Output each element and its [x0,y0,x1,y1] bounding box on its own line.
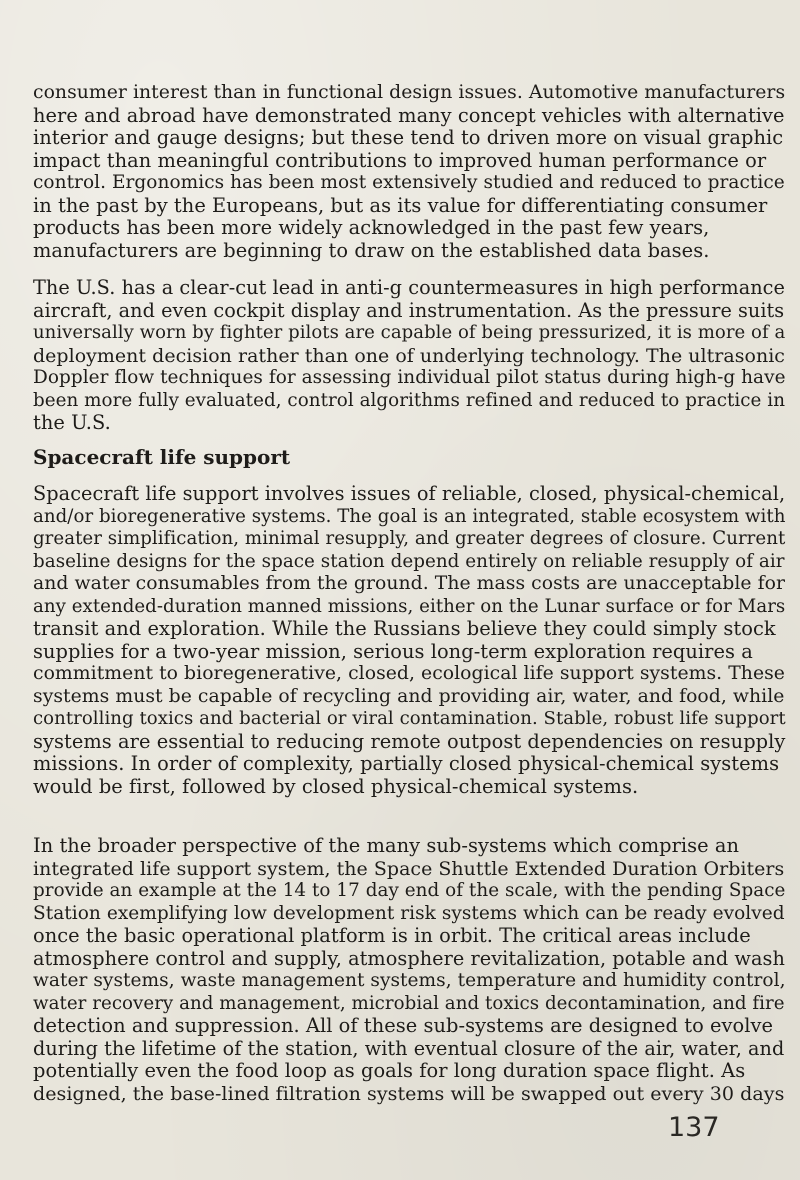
text-line: aircraft, and even cockpit display and instrumentation. As the pressure suits [33,298,785,322]
text-line: deployment decision rather than one of underlying technology. The ultrasonic [33,344,785,367]
text-line: consumer interest than in functional design issues. Automotive manufacturers [33,82,786,103]
text-line: would be first, followed by closed physical-chemical systems. [33,774,639,798]
text-line: been more fully evaluated, control algorithms refined and reduced to practice in [33,389,786,411]
text-line: and water consumables from the ground. The mass costs are unacceptable for [33,573,785,594]
text-line: water systems, waste management systems, temperature and humidity control, [33,970,786,991]
text-line: baseline designs for the space station depend entirely on reliable resupply of air [33,550,785,572]
text-line: Station exemplifying low development risk systems which can be ready evolved [33,902,785,924]
text-line: control. Ergonomics has been most extensively studied and reduced to practice [33,172,785,193]
text-line: controlling toxics and bacterial or viral contamination. Stable, robust life support [33,708,786,729]
paragraph-automotive-ergonomics [33,82,786,262]
text-line: integrated life support system, the Space Shuttle Extended Duration Orbiters [33,857,785,880]
text-line: during the lifetime of the station, with eventual closure of the air, water, and [33,1036,785,1060]
text-line: impact than meaningful contributions to improved human performance or [33,148,767,172]
text-line: transit and exploration. While the Russians believe they could simply stock [33,617,776,640]
text-line: water recovery and management, microbial and toxics decontamination, and fire [33,992,785,1014]
paragraph-subsystems [33,834,786,1105]
text-line: Spacecraft life support involves issues of reliable, closed, physical-chemical, [33,482,786,505]
text-line: and/or bioregenerative systems. The goal is an integrated, stable ecosystem with [33,505,786,527]
text-line: products has been more widely acknowledged in the past few years, [33,216,710,239]
text-line: systems must be capable of recycling and providing air, water, and food, while [33,685,785,707]
text-line: universally worn by fighter pilots are capable of being pressurized, it is more of a [33,322,786,343]
paragraph-life-support-overview [33,482,786,798]
paragraph-anti-g-countermeasures [33,276,786,435]
text-line: here and abroad have demonstrated many concept vehicles with alternative [33,103,785,127]
text-line: in the past by the Europeans, but as its value for differentiating consumer [33,193,768,217]
text-line: greater simplification, minimal resupply, and greater degrees of closure. Current [33,528,786,549]
text-line: the U.S. [33,411,111,434]
text-line: In the broader perspective of the many sub-systems which comprise an [33,834,740,857]
text-line: provide an example at the 14 to 17 day end of the scale, with the pending Space [33,880,786,901]
page-number: 137 [668,1112,720,1143]
text-line: systems are essential to reducing remote outpost dependencies on resupply [33,729,786,753]
text-line: supplies for a two-year mission, serious long-term exploration requires a [33,639,753,663]
text-line: any extended-duration manned missions, either on the Lunar surface or for Mars [33,595,786,617]
text-line: The U.S. has a clear-cut lead in anti-g countermeasures in high performance [33,276,785,299]
text-line: Doppler flow techniques for assessing individual pilot status during high-g have [33,367,786,388]
text-line: potentially even the food loop as goals for long duration space flight. As [33,1059,746,1082]
section-heading: Spacecraft life support [33,445,291,469]
text-line: interior and gauge designs; but these tend to driven more on visual graphic [33,126,784,149]
text-line: atmosphere control and supply, atmosphere revitalization, potable and wash [33,946,785,970]
text-line: designed, the base-lined filtration systems will be swapped out every 30 days [33,1082,785,1105]
text-line: missions. In order of complexity, partially closed physical-chemical systems [33,752,780,775]
text-line: once the basic operational platform is in orbit. The critical areas include [33,924,751,947]
text-line: commitment to bioregenerative, closed, ecological life support systems. These [33,663,785,684]
text-line: manufacturers are beginning to draw on the established data bases. [33,238,710,262]
text-line: detection and suppression. All of these sub-systems are designed to evolve [33,1014,774,1037]
